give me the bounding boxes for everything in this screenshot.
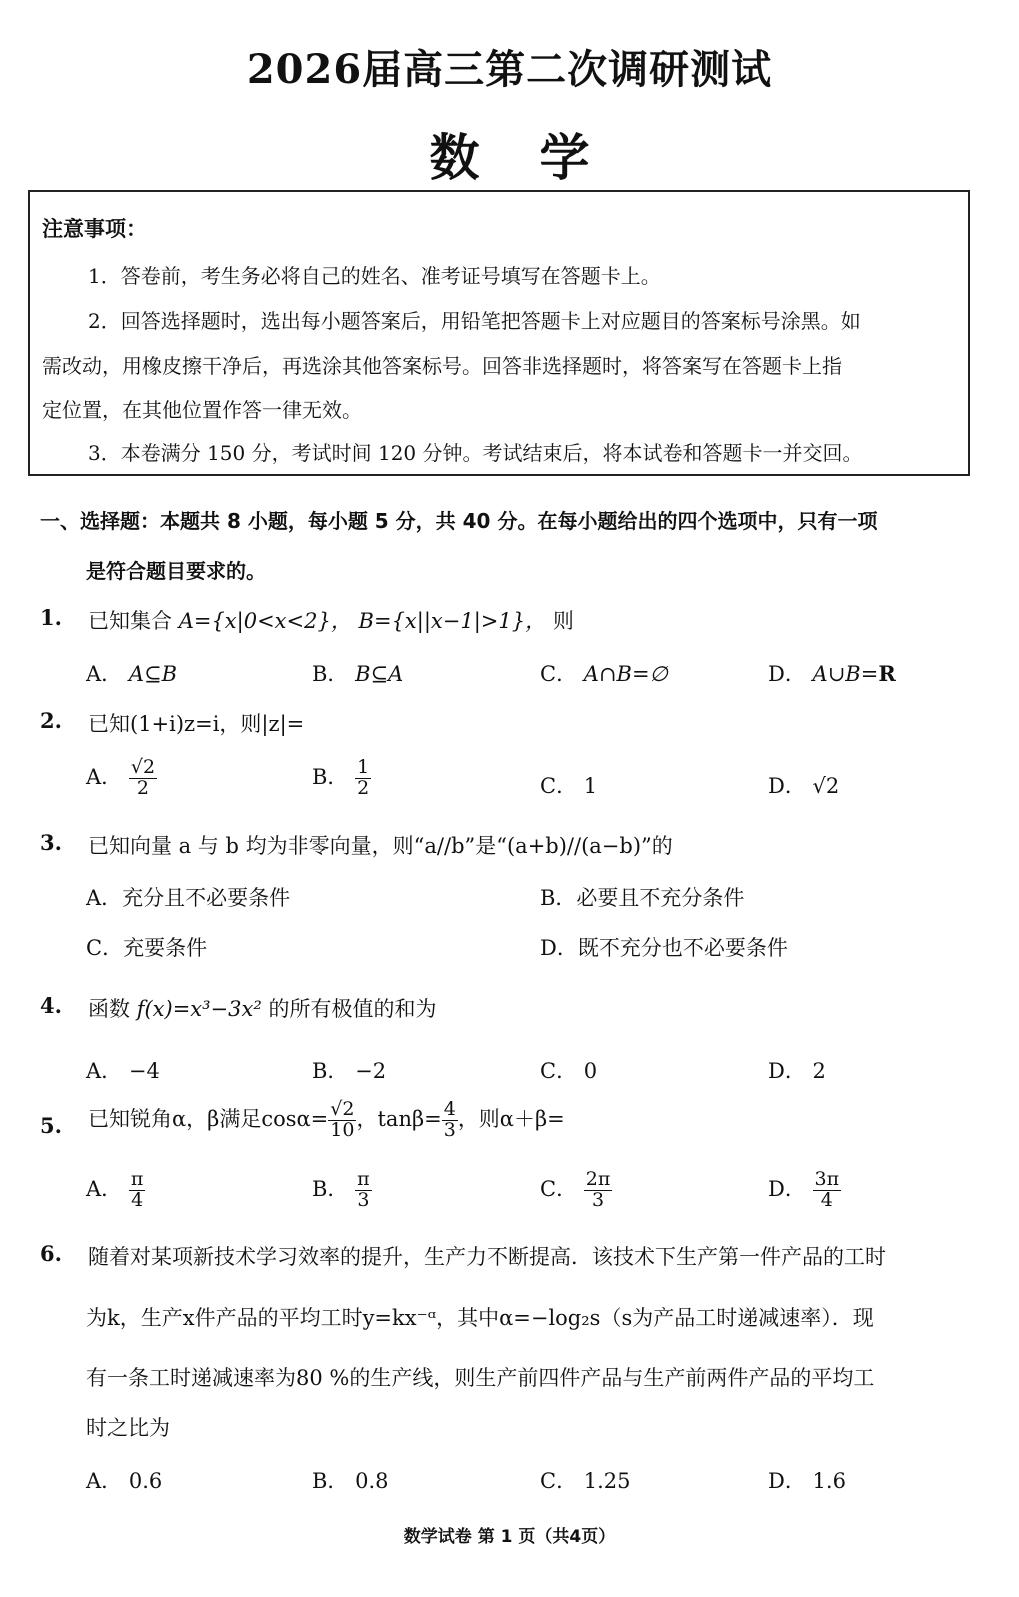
q1-suffix: 则 bbox=[552, 609, 574, 633]
q2-option-d bbox=[768, 770, 839, 800]
q4-option-a-value: −4 bbox=[128, 1059, 160, 1083]
q5-suffix: ，则α＋β= bbox=[457, 1106, 565, 1131]
q4-stem bbox=[88, 993, 436, 1023]
q4-option-c-label: C． bbox=[540, 1059, 578, 1083]
q1-option-c bbox=[540, 658, 668, 688]
q2-number: 2. bbox=[40, 708, 62, 733]
page-footer: 数学试卷 第 1 页（共4页） bbox=[403, 1527, 616, 1547]
q2-option-c bbox=[540, 770, 597, 800]
q2-option-b-denominator: 2 bbox=[357, 776, 370, 799]
q5-option-d bbox=[768, 1170, 841, 1211]
q2-option-c-value: 1 bbox=[583, 774, 598, 798]
q5-option-b-denominator: 3 bbox=[357, 1188, 370, 1211]
q1-option-c-label: C． bbox=[540, 662, 578, 686]
q5-option-d-label: D． bbox=[768, 1176, 806, 1201]
q1-option-b bbox=[312, 658, 403, 688]
q6-number: 6. bbox=[40, 1241, 62, 1266]
q2-option-b-numerator: 1 bbox=[357, 756, 370, 778]
q1-option-d-label: D． bbox=[768, 662, 806, 686]
q1-option-b-label: B． bbox=[312, 662, 349, 686]
notice-item-3: 3．本卷满分 150 分，考试时间 120 分钟。考试结束后，将本试卷和答题卡一并交回。 bbox=[88, 441, 863, 465]
q5-option-c bbox=[540, 1170, 612, 1211]
q4-option-a bbox=[86, 1055, 160, 1085]
q5-tan-fraction bbox=[442, 1100, 458, 1141]
q5-cos-fraction bbox=[328, 1100, 356, 1141]
q3-option-d: D．既不充分也不必要条件 bbox=[540, 936, 788, 960]
q6-stem-line-2: 为k，生产x件产品的平均工时y=kx⁻ᵅ，其中α=−log₂s（s为产品工时递减速率）．现 bbox=[86, 1306, 874, 1330]
q5-option-c-fraction bbox=[584, 1170, 613, 1211]
q6-stem-line-1: 随着对某项新技术学习效率的提升，生产力不断提高．该技术下生产第一件产品的工时 bbox=[88, 1245, 886, 1269]
q2-option-b-label: B． bbox=[312, 764, 349, 789]
q6-option-d bbox=[768, 1465, 846, 1495]
q3-stem: 已知向量 a 与 b 均为非零向量，则“a//b”是“(a+b)//(a−b)”的 bbox=[88, 834, 673, 858]
q4-number: 4. bbox=[40, 993, 62, 1018]
q6-option-c-label: C． bbox=[540, 1469, 578, 1493]
q1-number: 1. bbox=[40, 605, 62, 630]
q5-option-c-label: C． bbox=[540, 1176, 578, 1201]
q2-stem: 已知(1+i)z=i，则|z|= bbox=[88, 712, 305, 736]
q5-option-d-fraction bbox=[813, 1170, 842, 1211]
q1-option-a-label: A． bbox=[86, 662, 123, 686]
q5-option-a-fraction bbox=[129, 1170, 146, 1211]
notice-item-2-line-3: 定位置，在其他位置作答一律无效。 bbox=[42, 398, 362, 422]
q3-option-c: C．充要条件 bbox=[86, 936, 208, 960]
q6-stem-line-3: 有一条工时递减速率为80 %的生产线，则生产前四件产品与生产前两件产品的平均工 bbox=[86, 1366, 875, 1390]
q5-stem bbox=[88, 1100, 565, 1141]
notice-item-2-line-1: 2．回答选择题时，选出每小题答案后，用铅笔把答题卡上对应题目的答案标号涂黑。如 bbox=[88, 309, 861, 333]
q3-option-b: B．必要且不充分条件 bbox=[540, 886, 745, 910]
q5-option-a bbox=[86, 1170, 145, 1211]
q2-option-d-value: √2 bbox=[812, 774, 840, 798]
section-1-heading-line-2: 是符合题目要求的。 bbox=[86, 559, 266, 583]
q5-cos-denominator: 10 bbox=[330, 1118, 355, 1141]
q2-option-a bbox=[86, 758, 157, 799]
q5-option-c-denominator: 3 bbox=[592, 1188, 605, 1211]
exam-title: 2026届高三第二次调研测试 bbox=[246, 46, 773, 93]
q5-tan-denominator: 3 bbox=[443, 1118, 456, 1141]
q5-mid: ，tanβ= bbox=[356, 1106, 442, 1131]
q1-option-d-real-set: R bbox=[878, 661, 896, 686]
q1-option-a bbox=[86, 658, 177, 688]
q5-option-a-label: A． bbox=[86, 1176, 123, 1201]
q1-option-a-value: A⊆B bbox=[128, 662, 178, 686]
q6-option-b-label: B． bbox=[312, 1469, 349, 1493]
q4-option-a-label: A． bbox=[86, 1059, 123, 1083]
q6-option-b bbox=[312, 1465, 389, 1495]
q5-tan-numerator: 4 bbox=[443, 1098, 456, 1120]
q6-option-a-label: A． bbox=[86, 1469, 123, 1493]
q5-option-b-numerator: π bbox=[357, 1168, 370, 1190]
q4-option-d-value: 2 bbox=[812, 1059, 826, 1083]
q5-option-a-denominator: 4 bbox=[131, 1188, 144, 1211]
q6-stem-line-4: 时之比为 bbox=[86, 1416, 170, 1440]
q1-prefix: 已知集合 bbox=[88, 609, 172, 633]
q2-option-a-fraction bbox=[129, 758, 157, 799]
q5-option-d-numerator: 3π bbox=[814, 1168, 840, 1190]
q6-option-d-label: D． bbox=[768, 1469, 806, 1493]
q3-number: 3. bbox=[40, 830, 62, 855]
q2-option-a-label: A． bbox=[86, 764, 123, 789]
q6-option-a-value: 0.6 bbox=[128, 1469, 163, 1493]
q4-option-b bbox=[312, 1055, 386, 1085]
q6-option-d-value: 1.6 bbox=[812, 1469, 846, 1493]
q5-option-a-numerator: π bbox=[130, 1168, 144, 1190]
q5-cos-numerator: √2 bbox=[330, 1098, 355, 1120]
q6-option-c bbox=[540, 1465, 631, 1495]
q2-option-a-numerator: √2 bbox=[130, 756, 156, 778]
q5-option-b-label: B． bbox=[312, 1176, 349, 1201]
q1-option-b-value: B⊆A bbox=[355, 662, 404, 686]
q4-prefix: 函数 bbox=[88, 997, 130, 1021]
q1-option-d-value: A∪B= bbox=[812, 662, 879, 686]
q6-option-a bbox=[86, 1465, 162, 1495]
q1-option-c-value: A∩B=∅ bbox=[583, 662, 668, 686]
q5-option-c-numerator: 2π bbox=[585, 1168, 611, 1190]
q1-option-d bbox=[768, 658, 896, 688]
q4-option-c bbox=[540, 1055, 597, 1085]
q2-option-b bbox=[312, 758, 371, 799]
q4-option-b-value: −2 bbox=[355, 1059, 387, 1083]
q2-option-d-label: D． bbox=[768, 774, 806, 798]
notice-item-2-line-2: 需改动，用橡皮擦干净后，再选涂其他答案标号。回答非选择题时，将答案写在答题卡上指 bbox=[42, 354, 842, 378]
q4-option-d-label: D． bbox=[768, 1059, 806, 1083]
q2-option-a-denominator: 2 bbox=[136, 776, 149, 799]
q3-option-a: A．充分且不必要条件 bbox=[86, 886, 291, 910]
q5-option-b-fraction bbox=[355, 1170, 372, 1211]
q4-option-c-value: 0 bbox=[583, 1059, 598, 1083]
q2-option-b-fraction bbox=[355, 758, 371, 799]
q5-option-d-denominator: 4 bbox=[820, 1188, 833, 1211]
q4-function: f(x)=x³−3x² bbox=[136, 997, 262, 1021]
q1-stem bbox=[88, 605, 574, 635]
section-1-heading-line-1: 一、选择题：本题共 8 小题，每小题 5 分，共 40 分。在每小题给出的四个选项中，只有一项 bbox=[40, 509, 878, 533]
q6-option-c-value: 1.25 bbox=[583, 1469, 631, 1493]
subject-title: 数学 bbox=[429, 128, 650, 187]
q2-option-c-label: C． bbox=[540, 774, 578, 798]
notice-item-1: 1．答卷前，考生务必将自己的姓名、准考证号填写在答题卡上。 bbox=[88, 264, 661, 288]
q5-number: 5. bbox=[40, 1113, 62, 1138]
q1-set-a: A={x|0<x<2}， bbox=[178, 609, 352, 633]
q5-option-b bbox=[312, 1170, 372, 1211]
notice-heading: 注意事项： bbox=[42, 217, 147, 241]
q4-option-b-label: B． bbox=[312, 1059, 349, 1083]
q1-set-b: B={x||x−1|>1}， bbox=[358, 609, 547, 633]
q5-prefix: 已知锐角α，β满足cosα= bbox=[88, 1106, 329, 1131]
q4-option-d bbox=[768, 1055, 826, 1085]
q4-suffix: 的所有极值的和为 bbox=[268, 997, 437, 1021]
q6-option-b-value: 0.8 bbox=[355, 1469, 389, 1493]
